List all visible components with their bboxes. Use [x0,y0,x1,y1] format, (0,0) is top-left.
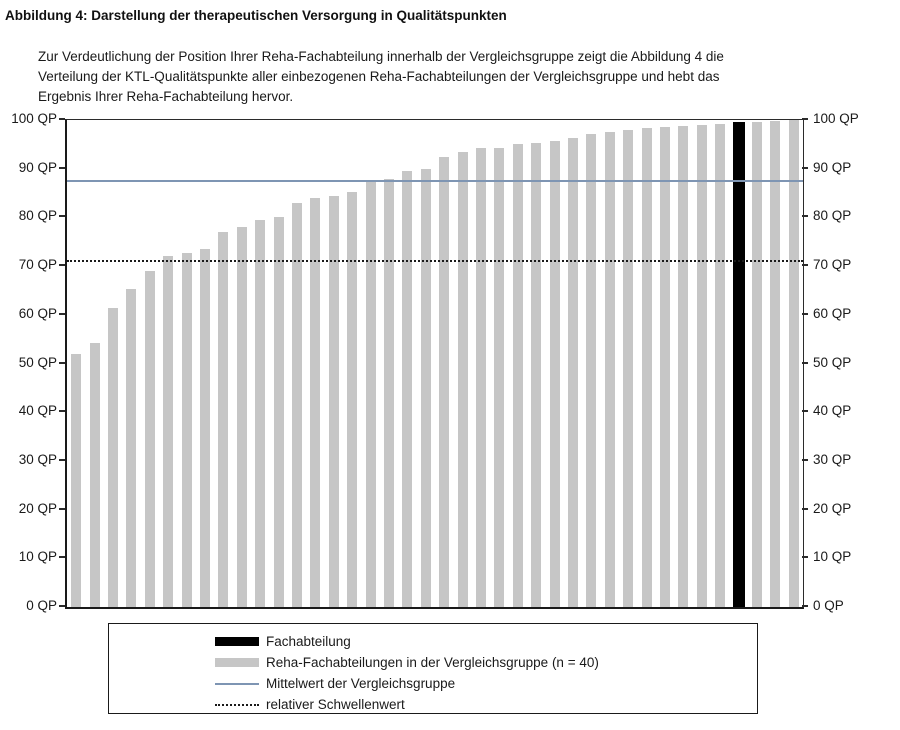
bar [90,343,100,607]
y-axis-label-left: 40 QP [18,403,57,419]
y-tick-mark-left [59,556,65,558]
y-axis-label-right: 10 QP [813,549,852,565]
bar [218,232,228,607]
bar [476,148,486,607]
bar [329,196,339,607]
bar [145,271,155,607]
y-tick-mark-right [802,313,808,315]
legend-box [108,623,758,714]
legend-swatch-black-bar [215,637,259,646]
y-tick-mark-left [59,459,65,461]
y-axis-label-left: 10 QP [18,549,57,565]
bar [126,289,136,607]
y-axis-label-right: 50 QP [813,354,852,370]
y-axis-label-right: 20 QP [813,500,852,516]
bar [163,256,173,607]
y-tick-mark-right [802,118,808,120]
y-tick-mark-left [59,508,65,510]
bar [200,249,210,607]
y-axis-label-left: 100 QP [11,111,57,126]
y-axis-label-right: 80 QP [813,208,852,224]
y-tick-mark-right [802,362,808,364]
bar [623,130,633,607]
bar [494,148,504,607]
bar [642,128,652,607]
bar [586,134,596,607]
y-axis-label-right: 40 QP [813,403,852,419]
legend-item [109,694,757,715]
bar [531,143,541,607]
bar [550,141,560,607]
legend-item [109,631,757,652]
plot-area [65,119,804,609]
bar [182,253,192,607]
legend-label: Reha-Fachabteilungen in der Vergleichsgruppe (n = 40) [266,655,599,670]
bar [71,354,81,607]
bar [237,227,247,607]
y-axis-label-left: 60 QP [18,305,57,321]
y-axis-label-left: 50 QP [18,354,57,370]
bar [568,138,578,607]
bar [108,308,118,607]
bar [366,181,376,607]
bar [770,121,780,607]
bar [678,126,688,607]
description-line: Zur Verdeutlichung der Position Ihrer Reha-Fachabteilung innerhalb der Vergleichsgruppe zeigt die Abbildung 4 die [38,49,724,64]
bar [715,124,725,607]
description-line: Verteilung der KTL-Qualitätspunkte aller einbezogenen Reha-Fachabteilungen der Vergleichsgruppe und hebt das [38,69,720,84]
y-tick-mark-left [59,118,65,120]
y-tick-mark-right [802,167,808,169]
y-axis-label-right: 30 QP [813,451,852,467]
bar [292,203,302,607]
qp-bar-chart [0,111,900,613]
y-tick-mark-right [802,556,808,558]
bar [347,192,357,607]
y-axis-label-right: 60 QP [813,305,852,321]
legend-item [109,652,757,673]
figure-description [38,47,868,107]
bar [255,220,265,607]
bar [439,157,449,607]
y-tick-mark-right [802,215,808,217]
legend-swatch-gray-bar [215,658,259,667]
y-axis-label-left: 70 QP [18,257,57,273]
legend-label: Fachabteilung [266,634,351,649]
bar [789,120,799,607]
y-axis-label-right: 0 QP [813,598,844,613]
y-axis-label-left: 80 QP [18,208,57,224]
description-line: Ergebnis Ihrer Reha-Fachabteilung hervor. [38,89,294,104]
bar [513,144,523,607]
bar [697,125,707,607]
y-axis-label-right: 90 QP [813,159,852,175]
legend-swatch-threshold-line [215,704,259,706]
y-axis-label-left: 20 QP [18,500,57,516]
y-tick-mark-right [802,459,808,461]
bar [605,132,615,607]
bar [660,127,670,607]
threshold-line [67,260,803,262]
y-tick-mark-left [59,313,65,315]
bar [458,152,468,607]
figure-title: Abbildung 4: Darstellung der therapeutischen Versorgung in Qualitätspunkten [5,8,507,23]
y-tick-mark-left [59,215,65,217]
y-tick-mark-left [59,264,65,266]
y-axis-label-right: 100 QP [813,111,859,126]
legend-label: relativer Schwellenwert [266,697,405,712]
legend-item [109,673,757,694]
y-axis-label-left: 30 QP [18,451,57,467]
mean-line [67,180,803,182]
y-axis-label-left: 0 QP [26,598,57,613]
y-tick-mark-right [802,508,808,510]
y-tick-mark-right [802,410,808,412]
bar [384,179,394,607]
y-tick-mark-right [802,605,808,607]
bar [402,171,412,607]
y-tick-mark-left [59,410,65,412]
y-axis-label-left: 90 QP [18,159,57,175]
y-tick-mark-left [59,167,65,169]
bar [274,217,284,607]
y-tick-mark-right [802,264,808,266]
fachabteilung-bar [733,122,745,607]
y-axis-label-right: 70 QP [813,257,852,273]
legend-label: Mittelwert der Vergleichsgruppe [266,676,456,691]
y-tick-mark-left [59,362,65,364]
bar [752,122,762,607]
y-tick-mark-left [59,605,65,607]
legend-swatch-mean-line [215,683,259,685]
bar [421,169,431,607]
